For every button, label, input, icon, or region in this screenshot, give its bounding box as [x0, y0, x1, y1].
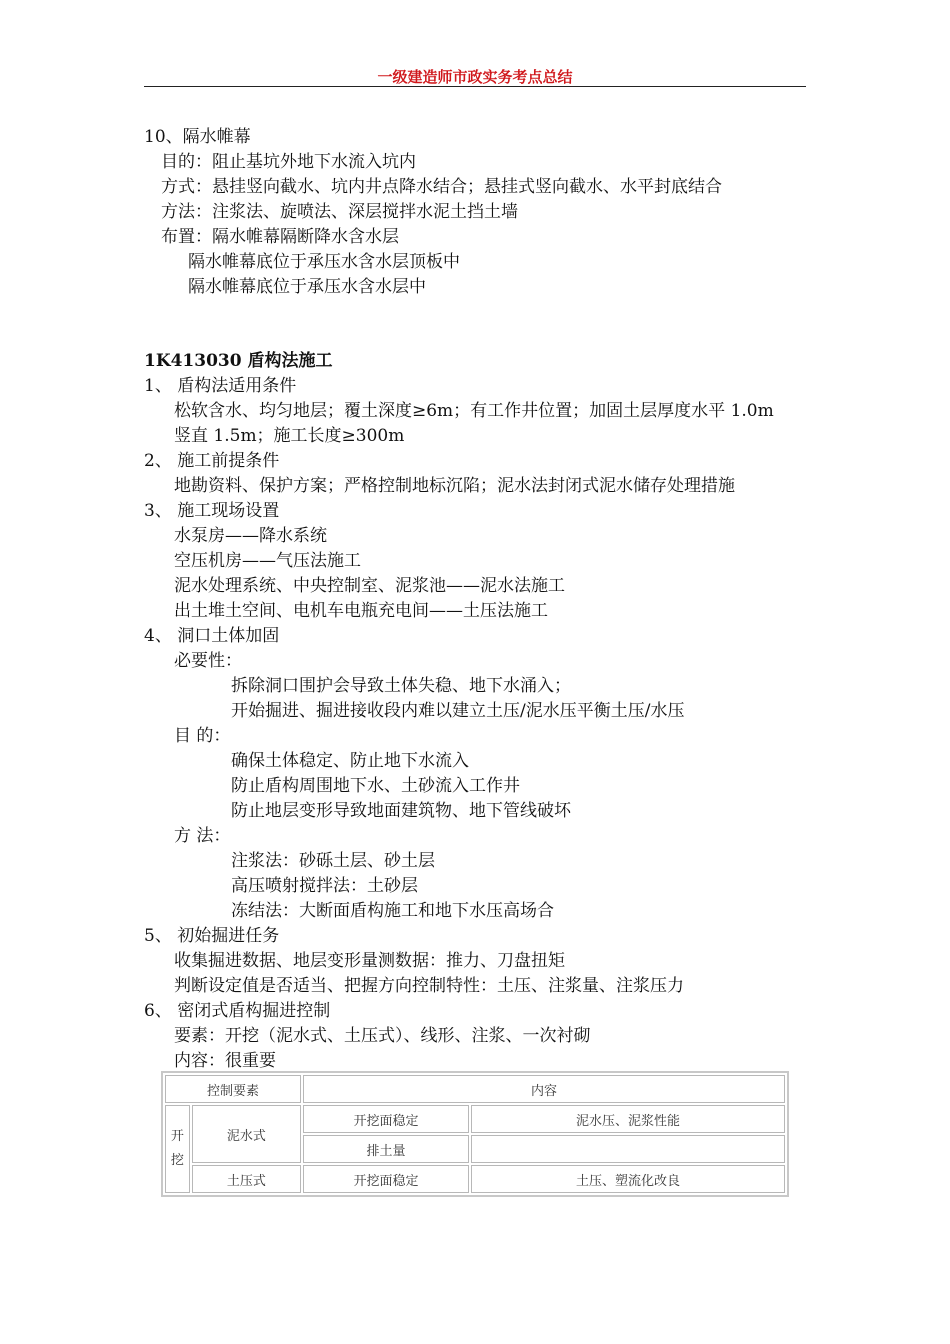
- header-title: 一级建造师市政实务考点总结: [377, 68, 573, 86]
- group-label: 开挖: [170, 1129, 184, 1168]
- table-cell: 开挖面稳定: [303, 1105, 469, 1133]
- list-item: 6、 密闭式盾构掘进控制: [144, 1001, 331, 1021]
- text-line: 防止地层变形导致地面建筑物、地下管线破坏: [231, 801, 571, 821]
- text-line: 泥水处理系统、中央控制室、泥浆池——泥水法施工: [174, 576, 565, 596]
- text-line: 收集掘进数据、地层变形量测数据：推力、刀盘扭矩: [174, 951, 565, 971]
- section-heading: 10、隔水帷幕: [144, 127, 251, 147]
- text-line: 出土堆土空间、电机车电瓶充电间——土压法施工: [174, 601, 548, 621]
- list-item: 4、 洞口土体加固: [144, 626, 280, 646]
- control-table: [161, 1071, 789, 1197]
- text-line: 隔水帷幕底位于承压水含水层顶板中: [188, 252, 460, 272]
- text-line: 松软含水、均匀地层；覆土深度≥6m；有工作井位置；加固土层厚度水平 1.0m: [174, 401, 774, 421]
- text-line: 隔水帷幕底位于承压水含水层中: [188, 277, 426, 297]
- text-line: 目的：阻止基坑外地下水流入坑内: [161, 152, 416, 172]
- text-line: 要素：开挖（泥水式、土压式）、线形、注浆、一次衬砌: [174, 1026, 591, 1046]
- table-header-cell: 内容: [303, 1075, 785, 1103]
- text-line: 防止盾构周围地下水、土砂流入工作井: [231, 776, 520, 796]
- list-item: 1、 盾构法适用条件: [144, 376, 297, 396]
- text-line: 高压喷射搅拌法：土砂层: [231, 876, 418, 896]
- table-cell: [471, 1135, 785, 1163]
- text-line: 开始掘进、掘进接收段内难以建立土压/泥水压平衡土压/水压: [231, 701, 685, 721]
- list-item: 2、 施工前提条件: [144, 451, 280, 471]
- table-header-row: [165, 1075, 785, 1103]
- text-line: 布置：隔水帷幕隔断降水含水层: [161, 227, 399, 247]
- text-line: 必要性：: [174, 651, 242, 671]
- table-cell: 泥水式: [192, 1105, 301, 1163]
- text-line: 确保土体稳定、防止地下水流入: [231, 751, 469, 771]
- table-row: [165, 1165, 785, 1193]
- text-line: 方 法：: [174, 826, 231, 846]
- text-line: 水泵房——降水系统: [174, 526, 327, 546]
- table-cell: 泥水压、泥浆性能: [471, 1105, 785, 1133]
- text-line: 冻结法：大断面盾构施工和地下水压高场合: [231, 901, 554, 921]
- list-item: 5、 初始掘进任务: [144, 926, 280, 946]
- table-cell: 土压式: [192, 1165, 301, 1193]
- table-cell: 开挖面稳定: [303, 1165, 469, 1193]
- section-heading: 1K413030 盾构法施工: [144, 351, 333, 371]
- text-line: 拆除洞口围护会导致土体失稳、地下水涌入；: [231, 676, 571, 696]
- page-header: [144, 66, 806, 87]
- table-row: [165, 1105, 785, 1133]
- table-cell-group: [165, 1105, 190, 1193]
- text-line: 地勘资料、保护方案；严格控制地标沉陷；泥水法封闭式泥水储存处理措施: [174, 476, 735, 496]
- text-line: 注浆法：砂砾土层、砂土层: [231, 851, 435, 871]
- table-cell: 土压、塑流化改良: [471, 1165, 785, 1193]
- text-line: 空压机房——气压法施工: [174, 551, 361, 571]
- text-line: 判断设定值是否适当、把握方向控制特性：土压、注浆量、注浆压力: [174, 976, 684, 996]
- list-item: 3、 施工现场设置: [144, 501, 280, 521]
- text-line: 目 的：: [174, 726, 231, 746]
- table-cell: 排土量: [303, 1135, 469, 1163]
- text-line: 方式：悬挂竖向截水、坑内井点降水结合；悬挂式竖向截水、水平封底结合: [161, 177, 722, 197]
- text-line: 方法：注浆法、旋喷法、深层搅拌水泥土挡土墙: [161, 202, 518, 222]
- text-line: 内容：很重要: [174, 1051, 276, 1071]
- text-line: 竖直 1.5m；施工长度≥300m: [174, 426, 405, 446]
- table-header-cell: 控制要素: [165, 1075, 301, 1103]
